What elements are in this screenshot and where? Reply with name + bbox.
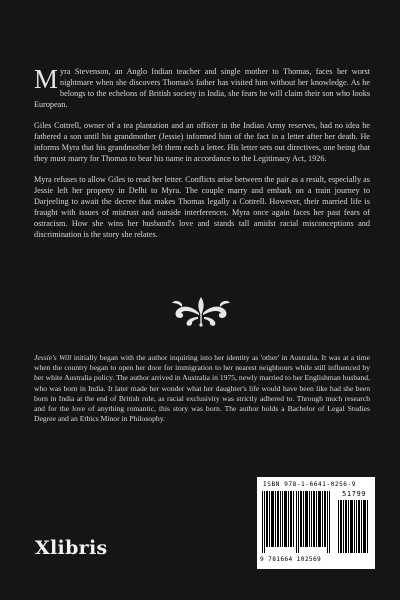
blurb-paragraph-3: Myra refuses to allow Giles to read her letter. Conflicts arise between the pair as a result, especially as Jessie left her property in Delhi to Myra. The couple marry and embark on a train journey to Darjeeling to await the decree that makes Thomas legally a Cottrell. However, their married life is fraught with issues of mistrust and outside interferences. Myra once again faces her past fears of ostracism. How she wins her husband's love and stands tall amidst racial misconceptions and discrimination is the story she relates. [34, 175, 370, 239]
drop-cap: M [34, 64, 59, 94]
synopsis-blurb [34, 64, 370, 251]
isbn-text: ISBN 978-1-6641-0256-9 [263, 481, 356, 488]
publisher-logo: Xlibris [35, 537, 108, 559]
price-code: 51799 [342, 490, 367, 498]
author-note [34, 353, 370, 424]
isbn-barcode-panel [257, 477, 375, 569]
ean-digits: 9 781664 102569 [260, 556, 322, 563]
ean-barcode [262, 491, 332, 553]
price-addon-barcode [338, 500, 369, 553]
blurb-paragraph-1 [34, 64, 370, 111]
book-title-italic: Jessie's Will [34, 353, 72, 362]
blurb-paragraph-1-text: yra Stevenson, an Anglo Indian teacher and single mother to Thomas, faces her worst nightmare when she discovers Thomas's father has visited him without her knowledge. As he belongs to the echelons of British society in India, she fears he will claim their son who looks European. [34, 67, 370, 109]
author-bio-text: initially began with the author inquiring into her identity as 'other' in Australia. It was at a time when the country began to open her door for immigration to her nearest neighbours while still influenced by her white Australia policy. The author arrived in Australia in 1975, newly married to her Englishman husband, who was born in India. It later made her wonder what her daughter's life would have been like had she been born in India at the end of British rule, as racial exclusivity was strictly adhered to. Through much research and for the love of anything romantic, this story was born. The author holds a Bachelor of Legal Studies Degree and an Ethics Minor in Philosophy. [34, 353, 370, 424]
floral-divider-icon [168, 293, 234, 327]
blurb-paragraph-2: Giles Cottrell, owner of a tea plantation and an officer in the Indian Army reserves, had no idea he fathered a son until his grandmother (Jessie) informed him of the fact in a letter after her death. He informs Myra that his grandmother left them each a letter. His letter sets out directives, one being that they must marry for Thomas to bear his name in accordance to the Legitimacy Act, 1926. [34, 121, 370, 163]
